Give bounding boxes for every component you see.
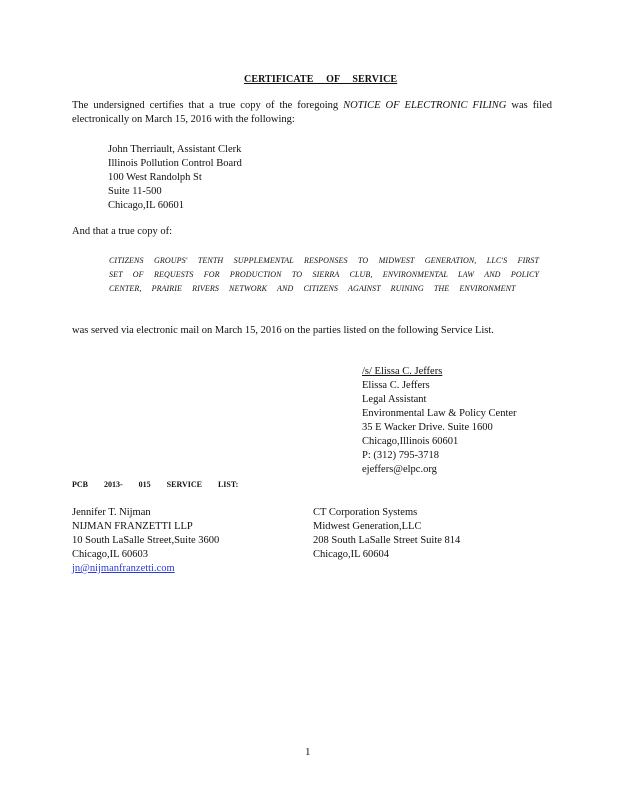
service-party-line: CT Corporation Systems [313,507,418,518]
intro-notice-title: NOTICE OF ELECTRONIC FILING [343,100,507,111]
clerk-address-line: John Therriault, Assistant Clerk [108,144,242,155]
intro-paragraph [72,99,552,127]
intro-before: The undersigned certifies that a true copy of the foregoing [72,100,344,111]
service-party-line: NIJMAN FRANZETTI LLP [72,521,193,532]
signature-detail-line: Elissa C. Jeffers [362,380,430,391]
and-copy-paragraph: And that a true copy of: [72,226,173,237]
signature-detail-line: P: (312) 795-3718 [362,450,439,461]
signature-detail-line: Environmental Law & Policy Center [362,408,517,419]
signature-detail-line: 35 E Wacker Drive. Suite 1600 [362,422,493,433]
email-link[interactable]: jn@nijmanfranzetti.com [72,563,175,574]
signature-detail-line: Legal Assistant [362,394,427,405]
service-party-line: 10 South LaSalle Street,Suite 3600 [72,535,220,546]
page-number: 1 [305,746,311,758]
service-party-line: Jennifer T. Nijman [72,507,151,518]
signature-line: /s/ Elissa C. Jeffers [362,366,443,377]
service-party-left [72,506,219,576]
served-document-title: CITIZENS GROUPS' TENTH SUPPLEMENTAL RESPONSES TO MIDWEST GENERATION, LLC'S FIRST SET OF REQUESTS FOR PRODUCTION TO SIERRA CLUB, ENVIRONMENTAL LAW AND POLICY CENTER, PRAIRIE RIVERS NETWORK AND CITIZENS AGAINST RUINING THE ENVIRONMENT [109,256,539,293]
clerk-address-line: 100 West Randolph St [108,172,202,183]
intro-after: was filed electronically on March 15, 2016 with the following: [72,100,552,125]
certificate-title: CERTIFICATE OF SERVICE [244,74,398,85]
clerk-address-line: Chicago,IL 60601 [108,200,185,211]
service-party-line: Midwest Generation,LLC [313,521,422,532]
clerk-address-block [108,143,242,213]
service-list-title: PCB 2013- 015 SERVICE LIST: [72,480,239,489]
service-party-line: Chicago,IL 60604 [313,549,390,560]
served-paragraph: was served via electronic mail on March 15, 2016 on the parties listed on the following Service List. [72,325,494,336]
clerk-address-line: Illinois Pollution Control Board [108,158,242,169]
service-party-line: Chicago,IL 60603 [72,549,149,560]
service-party-line: 208 South LaSalle Street Suite 814 [313,535,461,546]
signature-block [362,365,517,477]
service-party-right [313,506,460,562]
signature-email: ejeffers@elpc.org [362,464,437,475]
clerk-address-line: Suite 11-500 [108,186,162,197]
signature-detail-line: Chicago,Illinois 60601 [362,436,459,447]
